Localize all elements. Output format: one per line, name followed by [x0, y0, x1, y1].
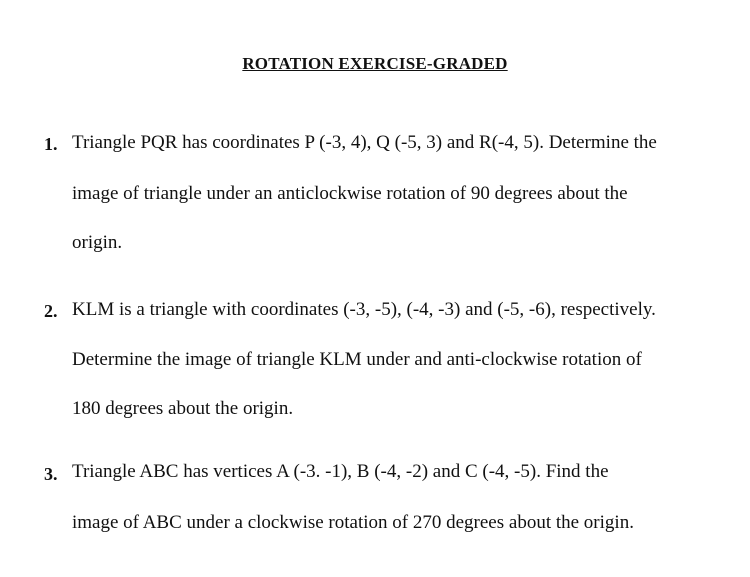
- question-2-number: 2.: [44, 301, 58, 321]
- worksheet-title: ROTATION EXERCISE-GRADED: [242, 54, 508, 73]
- question-1-line-2: image of triangle under an anticlockwise rotation of 90 degrees about the: [72, 183, 628, 204]
- question-2-line-2: Determine the image of triangle KLM under and anti-clockwise rotation of: [72, 349, 642, 370]
- question-3-line-2: image of ABC under a clockwise rotation of 270 degrees about the origin.: [72, 512, 634, 533]
- question-1-line-3: origin.: [72, 232, 123, 253]
- question-1-number: 1.: [44, 134, 58, 154]
- question-2-line-1: KLM is a triangle with coordinates (-3, -5), (-4, -3) and (-5, -6), respectively.: [72, 299, 656, 320]
- question-3-number: 3.: [44, 464, 58, 484]
- question-3-line-1: Triangle ABC has vertices A (-3. -1), B (-4, -2) and C (-4, -5). Find the: [72, 461, 609, 482]
- question-2-line-3: 180 degrees about the origin.: [72, 398, 294, 419]
- question-1-line-1: Triangle PQR has coordinates P (-3, 4), Q (-5, 3) and R(-4, 5). Determine the: [72, 132, 657, 153]
